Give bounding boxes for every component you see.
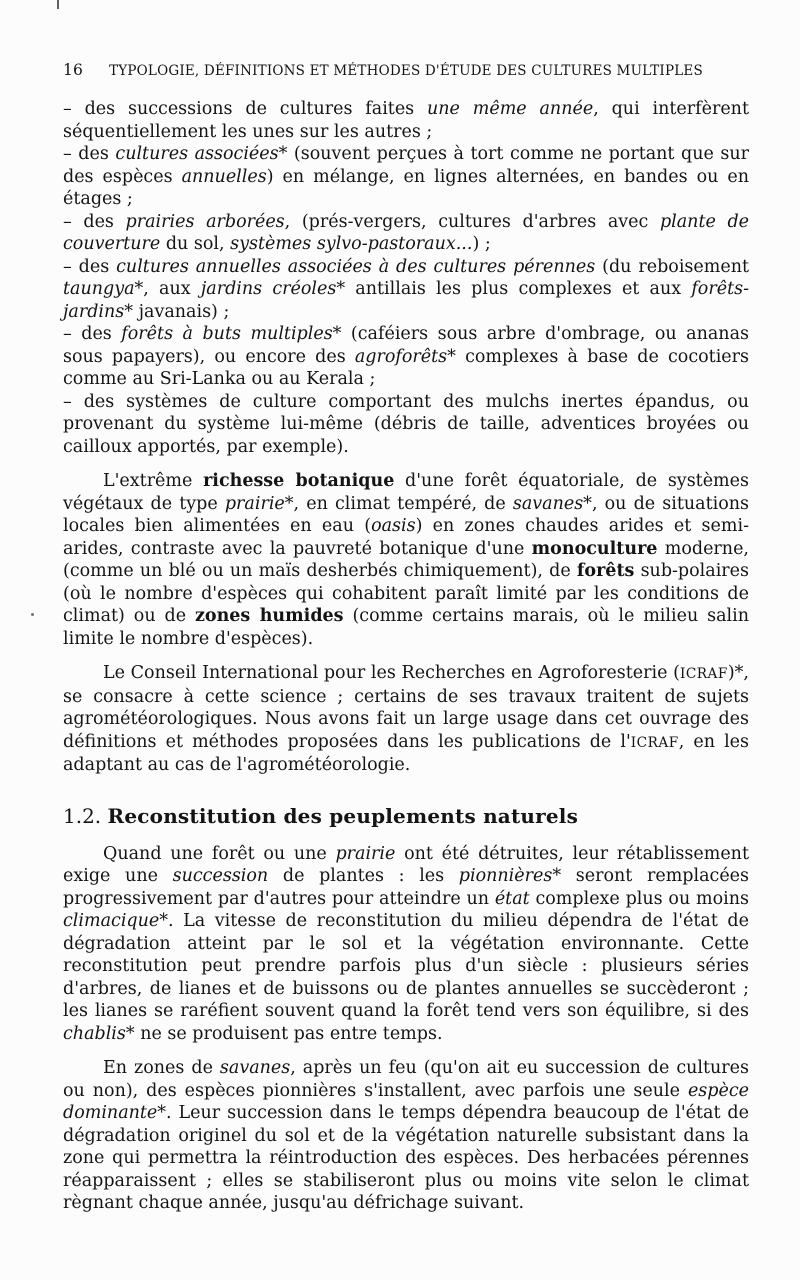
paragraph (63, 662, 749, 777)
text-run: sub-polaires (où le nombre d'espèces qui cohabitent paraît limité par les conditions de climat) ou de (63, 561, 749, 626)
text-run: (souvent perçues à tort comme ne portant que sur des espèces (63, 144, 750, 187)
text-run: forêts-jardins* (63, 279, 749, 322)
text-run: oasis (371, 516, 416, 536)
text-run: de plantes : les (268, 866, 459, 886)
text-run: Quand une forêt ou une (103, 843, 336, 864)
text-run: (caféiers sous arbre d'ombrage, ou ananas sous papayers), ou encore des (63, 324, 749, 367)
text-run: état (494, 888, 530, 909)
text-run: seront remplacées progressivement par d'autres pour atteindre un (63, 866, 750, 909)
text-run: (du reboisement (595, 256, 750, 277)
list-item (63, 143, 749, 211)
text-run: zones humides (194, 606, 344, 626)
text-run: une même année (427, 99, 594, 119)
text-column (63, 63, 749, 1215)
text-run: – des (63, 324, 122, 344)
page-body-content (63, 98, 749, 1215)
paragraph (63, 470, 749, 650)
text-run: prairies arborées (125, 211, 285, 232)
text-run: antillais les plus complexes et aux (345, 279, 692, 299)
list-item (63, 211, 749, 256)
text-run: – des (63, 144, 116, 164)
page-number: 16 (63, 61, 84, 79)
text-run: du sol, (160, 234, 231, 254)
text-run: agroforêts* (354, 346, 456, 367)
text-run: (comme certains marais, où le milieu salin limite le nombre d'espèces). (63, 606, 750, 649)
text-run: – des successions de cultures faites (63, 99, 428, 119)
text-run: savanes (219, 1058, 291, 1078)
section-heading (63, 803, 749, 829)
text-run: ) en mélange, en lignes alternées, en bandes ou en étages ; (63, 166, 749, 209)
text-run: cultures associées* (115, 144, 288, 164)
text-run: succession (172, 866, 269, 886)
text-run: , en les adaptant au cas de l'agrométéorologie. (63, 731, 750, 775)
section-number: 1.2. (63, 803, 108, 828)
text-run: complexe plus ou moins (529, 888, 749, 909)
text-run: , qui interfèrent séquentiellement les unes sur les autres ; (63, 99, 749, 142)
text-run: moderne, (comme un blé ou un maïs desherbés chimiquement), de (63, 538, 749, 581)
list-item (63, 256, 749, 324)
text-run: , après un feu (qu'on ait eu succession de cultures ou non), des espèces pionnières s'installent, avec parfois une seule (63, 1058, 750, 1101)
text-run: monoculture (531, 538, 658, 559)
list-item (63, 323, 749, 391)
text-run: annuelles (181, 166, 267, 187)
text-run: ) ; (472, 234, 491, 254)
text-run: . Leur succession dans le temps dépendra beaucoup de l'état de dégradation originel du sol et de la végétation naturelle subsistant dans la zone qui permettra la réintroduction des espèces. Des herbacées pérennes réapparaissent ; elles se stabiliseront plus ou moins vite selon le climat règnant chaque année, jusqu'au défrichage suivant. (63, 1103, 749, 1213)
page-header (63, 63, 749, 80)
text-run: ICRAF (679, 666, 728, 682)
text-run: – des (63, 256, 117, 277)
text-run: Reconstitution des peuplements naturels (107, 803, 579, 828)
scan-artifact (31, 613, 34, 616)
text-run: ne se produisent pas entre temps. (134, 1023, 443, 1044)
text-run: , aux (143, 279, 201, 299)
text-run: cultures annuelles associées à des cultures pérennes (116, 256, 596, 277)
text-run: forêts (576, 561, 635, 581)
text-run: – des systèmes de culture comportant des mulchs inertes épandus, ou provenant du système lui-même (débris de taille, adventices broyées ou cailloux apportés, par exemple). (63, 391, 749, 457)
scan-artifact (57, 0, 59, 9)
text-run: , en climat tempéré, de (293, 493, 513, 514)
text-run: complexes à base de cocotiers comme au Sri-Lanka ou au Kerala ; (63, 346, 750, 389)
paragraph (63, 843, 749, 1046)
list-item (63, 98, 749, 143)
text-run: – des (63, 211, 126, 232)
paragraph (63, 1057, 749, 1215)
text-run: systèmes sylvo-pastoraux... (230, 234, 473, 254)
text-run: ont été détruites, leur rétablissement exige une (63, 843, 749, 886)
text-run: taungya* (63, 279, 144, 299)
text-run: , (prés-vergers, cultures d'arbres avec (284, 211, 660, 232)
text-run: chablis* (63, 1023, 135, 1044)
text-run: jardins créoles* (200, 279, 346, 299)
list-item (63, 391, 749, 459)
text-run: , ou de situations locales bien alimentées en eau ( (63, 493, 749, 536)
text-run: plante de couverture (63, 211, 750, 254)
text-run: Le Conseil International pour les Recherches en Agroforesterie ( (103, 663, 680, 683)
text-run: . La vitesse de reconstitution du milieu dépendra de l'état de dégradation atteint par le sol et la végétation environnante. Cette reconstitution peut prendre parfois plus d'un siècle : plusieurs séries d'arbres, de lianes et de buissons ou de plantes annuelles se succèderont ; les lianes se raréfient souvent quand la forêt tend vers son équilibre, si des (63, 911, 749, 1021)
text-run: En zones de (103, 1058, 220, 1078)
text-run: d'une forêt équatoriale, de systèmes végétaux de type (63, 471, 749, 514)
running-title: TYPOLOGIE, DÉFINITIONS ET MÉTHODES D'ÉTUDE DES CULTURES MULTIPLES (109, 63, 703, 79)
text-run: )*, se consacre à cette science ; certains de ses travaux traitent de sujets agrométéorologiques. Nous avons fait un large usage dans cet ouvrage des définitions et méthodes proposées dans les publications de l' (63, 663, 749, 752)
text-run: ) en zones chaudes arides et semi-arides, contraste avec la pauvreté botanique d'une (63, 516, 749, 559)
text-run: savanes* (512, 493, 592, 514)
text-run: L'extrême (103, 471, 204, 491)
text-run: prairie* (224, 493, 294, 514)
text-run: espèce dominante* (63, 1080, 749, 1123)
text-run: prairie (335, 843, 396, 864)
text-run: climacique* (63, 911, 168, 931)
text-run: ICRAF (630, 734, 679, 751)
text-run: javanais) ; (133, 301, 230, 322)
text-run: pionnières* (458, 866, 562, 886)
text-run: forêts à buts multiples* (121, 324, 342, 344)
text-run: richesse botanique (203, 471, 395, 491)
